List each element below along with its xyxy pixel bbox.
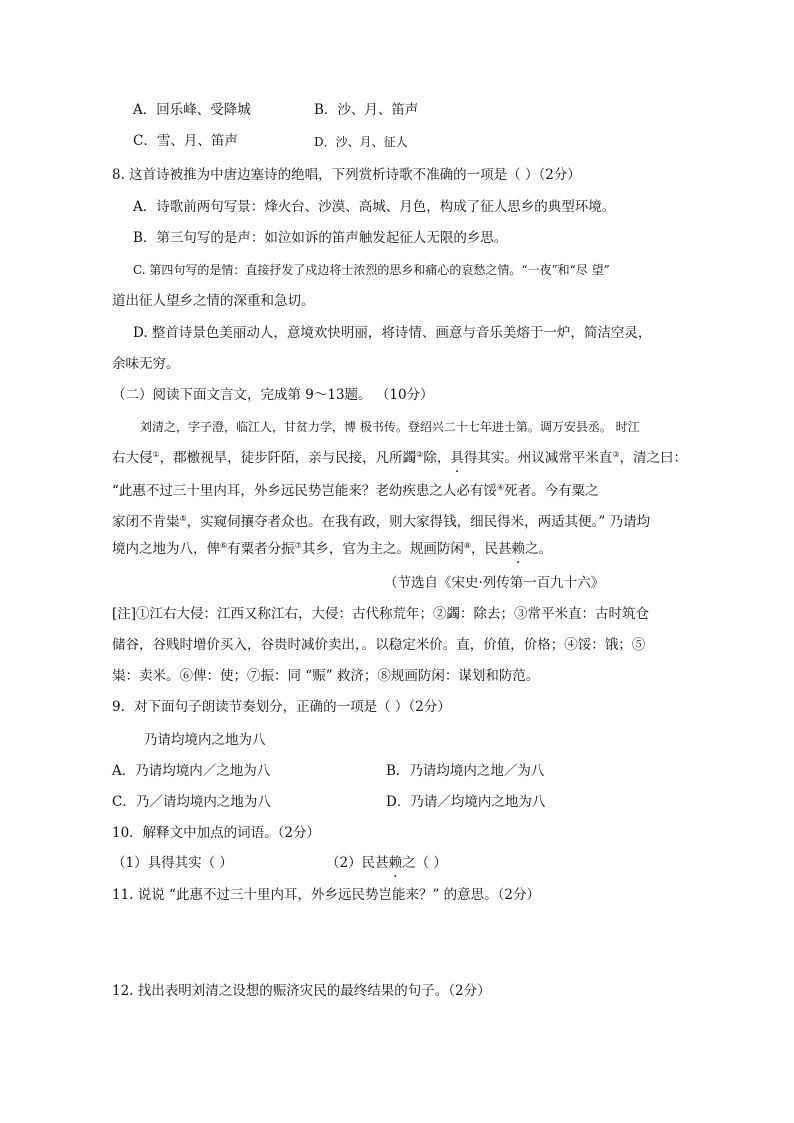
note-line-2: 储谷，谷贱时增价买入，谷贵时减价卖出，。以稳定米价。直，价值，价格；④馁：饿；⑤: [112, 637, 646, 653]
emphasis-dot-char: 赖: [388, 855, 403, 871]
q10-part-2: [326, 854, 447, 872]
q9-stem: 9．对下面句子朗读节奏划分，正确的一项是（ ）（2分）: [112, 699, 451, 715]
q9-option-a: A．乃请均境内／之地为八: [112, 763, 271, 779]
passage-source: （节选自《宋史·列传第一百九十六》: [384, 575, 605, 591]
q9-option-b: B．乃请均境内之地／为八: [386, 763, 545, 779]
q9-option-d: D．乃请／均境内之地为八: [386, 794, 546, 810]
text-run: “此惠不过三十里内耳，外乡远民势岂能来？老幼疾患之人必有馁: [112, 483, 497, 499]
q9-sentence: 乃请均境内之地为八: [144, 732, 266, 748]
emphasis-dot-char: 具: [450, 450, 464, 466]
text-run: 之（ ）: [402, 855, 447, 871]
q8-option-c-line2: 道出征人望乡之情的深重和急切。: [112, 293, 315, 309]
text-run: 境内之地为八，俾: [112, 541, 220, 557]
text-run: 其乡，官为主之。规画防闲: [301, 541, 464, 557]
q8-option-d-line2: 余味无穷。: [112, 356, 180, 372]
text-run: 除: [423, 450, 437, 466]
q7-option-b: B．沙、月、笛声: [314, 102, 419, 118]
q10-stem: 10．解释文中加点的词语。（2分）: [112, 825, 321, 841]
text-run: ，清之曰：: [619, 450, 688, 466]
q8-option-a: A．诗歌前两句写景：烽火台、沙漠、高城、月色，构成了征人思乡的典型环境。: [133, 199, 616, 215]
text-run: ，实窥伺攘夺者众也。在我有政，则大家得钱，细民得米，两适其便。” 乃请均: [186, 514, 651, 530]
q8-option-b: B．第三句写的是声：如泣如诉的笛声触发起征人无限的乡思。: [133, 230, 508, 246]
q11-stem: 11. 说说 “此惠不过三十里内耳，外乡远民势岂能来？” 的意思。（2分）: [112, 887, 540, 903]
text-run: ，郡檄视旱，徒步阡陌，亲与民接，凡所蠲: [159, 450, 417, 466]
q7-option-d: D．沙、月、征人: [314, 135, 408, 149]
section2-heading: （二）阅读下面文言文，完成第 9～13题。 （10分）: [112, 387, 434, 403]
q7-option-c: C．雪、月、笛声: [133, 133, 238, 149]
text-run: 之。: [525, 541, 553, 557]
passage-line-1: 刘清之，字子澄，临江人，甘贫力学，博 极书传。登绍兴二十七年进士第。调万安县丞。 时江: [140, 420, 640, 434]
passage-line-3: “此惠不过三十里内耳，外乡远民势岂能来？老幼疾患之人必有馁④死者。今有粟之: [112, 482, 599, 499]
note-line-1: [注]①江右大侵：江西又称江右，大侵：古代称荒年；②蠲：除去；③常平米直：古时筑仓: [112, 606, 650, 622]
text-run: （2）民甚: [326, 855, 389, 871]
q8-option-d-line1: D. 整首诗景色美丽动人，意境欢快明丽，将诗情、画意与音乐美熔于一炉，简洁空灵，: [133, 325, 652, 341]
note-line-3: 粜：卖米。⑥俾：使；⑦振：同 “赈” 救济；⑧规画防闲：谋划和防范。: [112, 668, 540, 684]
text-run: ，民甚: [471, 541, 512, 557]
q9-option-c: C．乃／请均境内之地为八: [112, 794, 271, 810]
q10-part-1: （1）具得其实（ ）: [112, 855, 233, 871]
text-run: 右大侵: [112, 450, 153, 466]
passage-line-2: 右大侵①，郡檄视旱，徒步阡陌，亲与民接，凡所蠲②除，具得其实。州议减常平米直③，清之曰：: [112, 449, 688, 466]
text-run: 得其实。州议减常平米直: [463, 450, 613, 466]
text-run: ，: [436, 450, 451, 466]
emphasis-dot-char: 赖: [511, 541, 526, 557]
text-run: 死者。今有粟之: [504, 483, 599, 499]
q12-stem: 12. 找出表明刘清之设想的赈济灾民的最终结果的句子。（2分）: [112, 983, 491, 999]
text-run: 有粟者分振: [227, 541, 295, 557]
q8-option-c-line1: C. 第四句写的是情：直接抒发了戍边将士浓烈的思乡和痛心的哀愁之情。“一夜”和“尽 望”: [133, 263, 610, 277]
q7-option-a: A．回乐峰、受降城: [133, 102, 251, 118]
q8-stem: 8. 这首诗被推为中唐边塞诗的绝唱，下列赏析诗歌不准确的一项是（ ）（2分）: [112, 167, 581, 183]
passage-line-5: 境内之地为八，俾⑥有粟者分振⑦其乡，官为主之。规画防闲⑧，民甚赖之。: [112, 540, 553, 557]
passage-line-4: 家闭不肯粜⑤，实窥伺攘夺者众也。在我有政，则大家得钱，细民得米，两适其便。” 乃请均: [112, 513, 651, 530]
text-run: 家闭不肯粜: [112, 514, 180, 530]
